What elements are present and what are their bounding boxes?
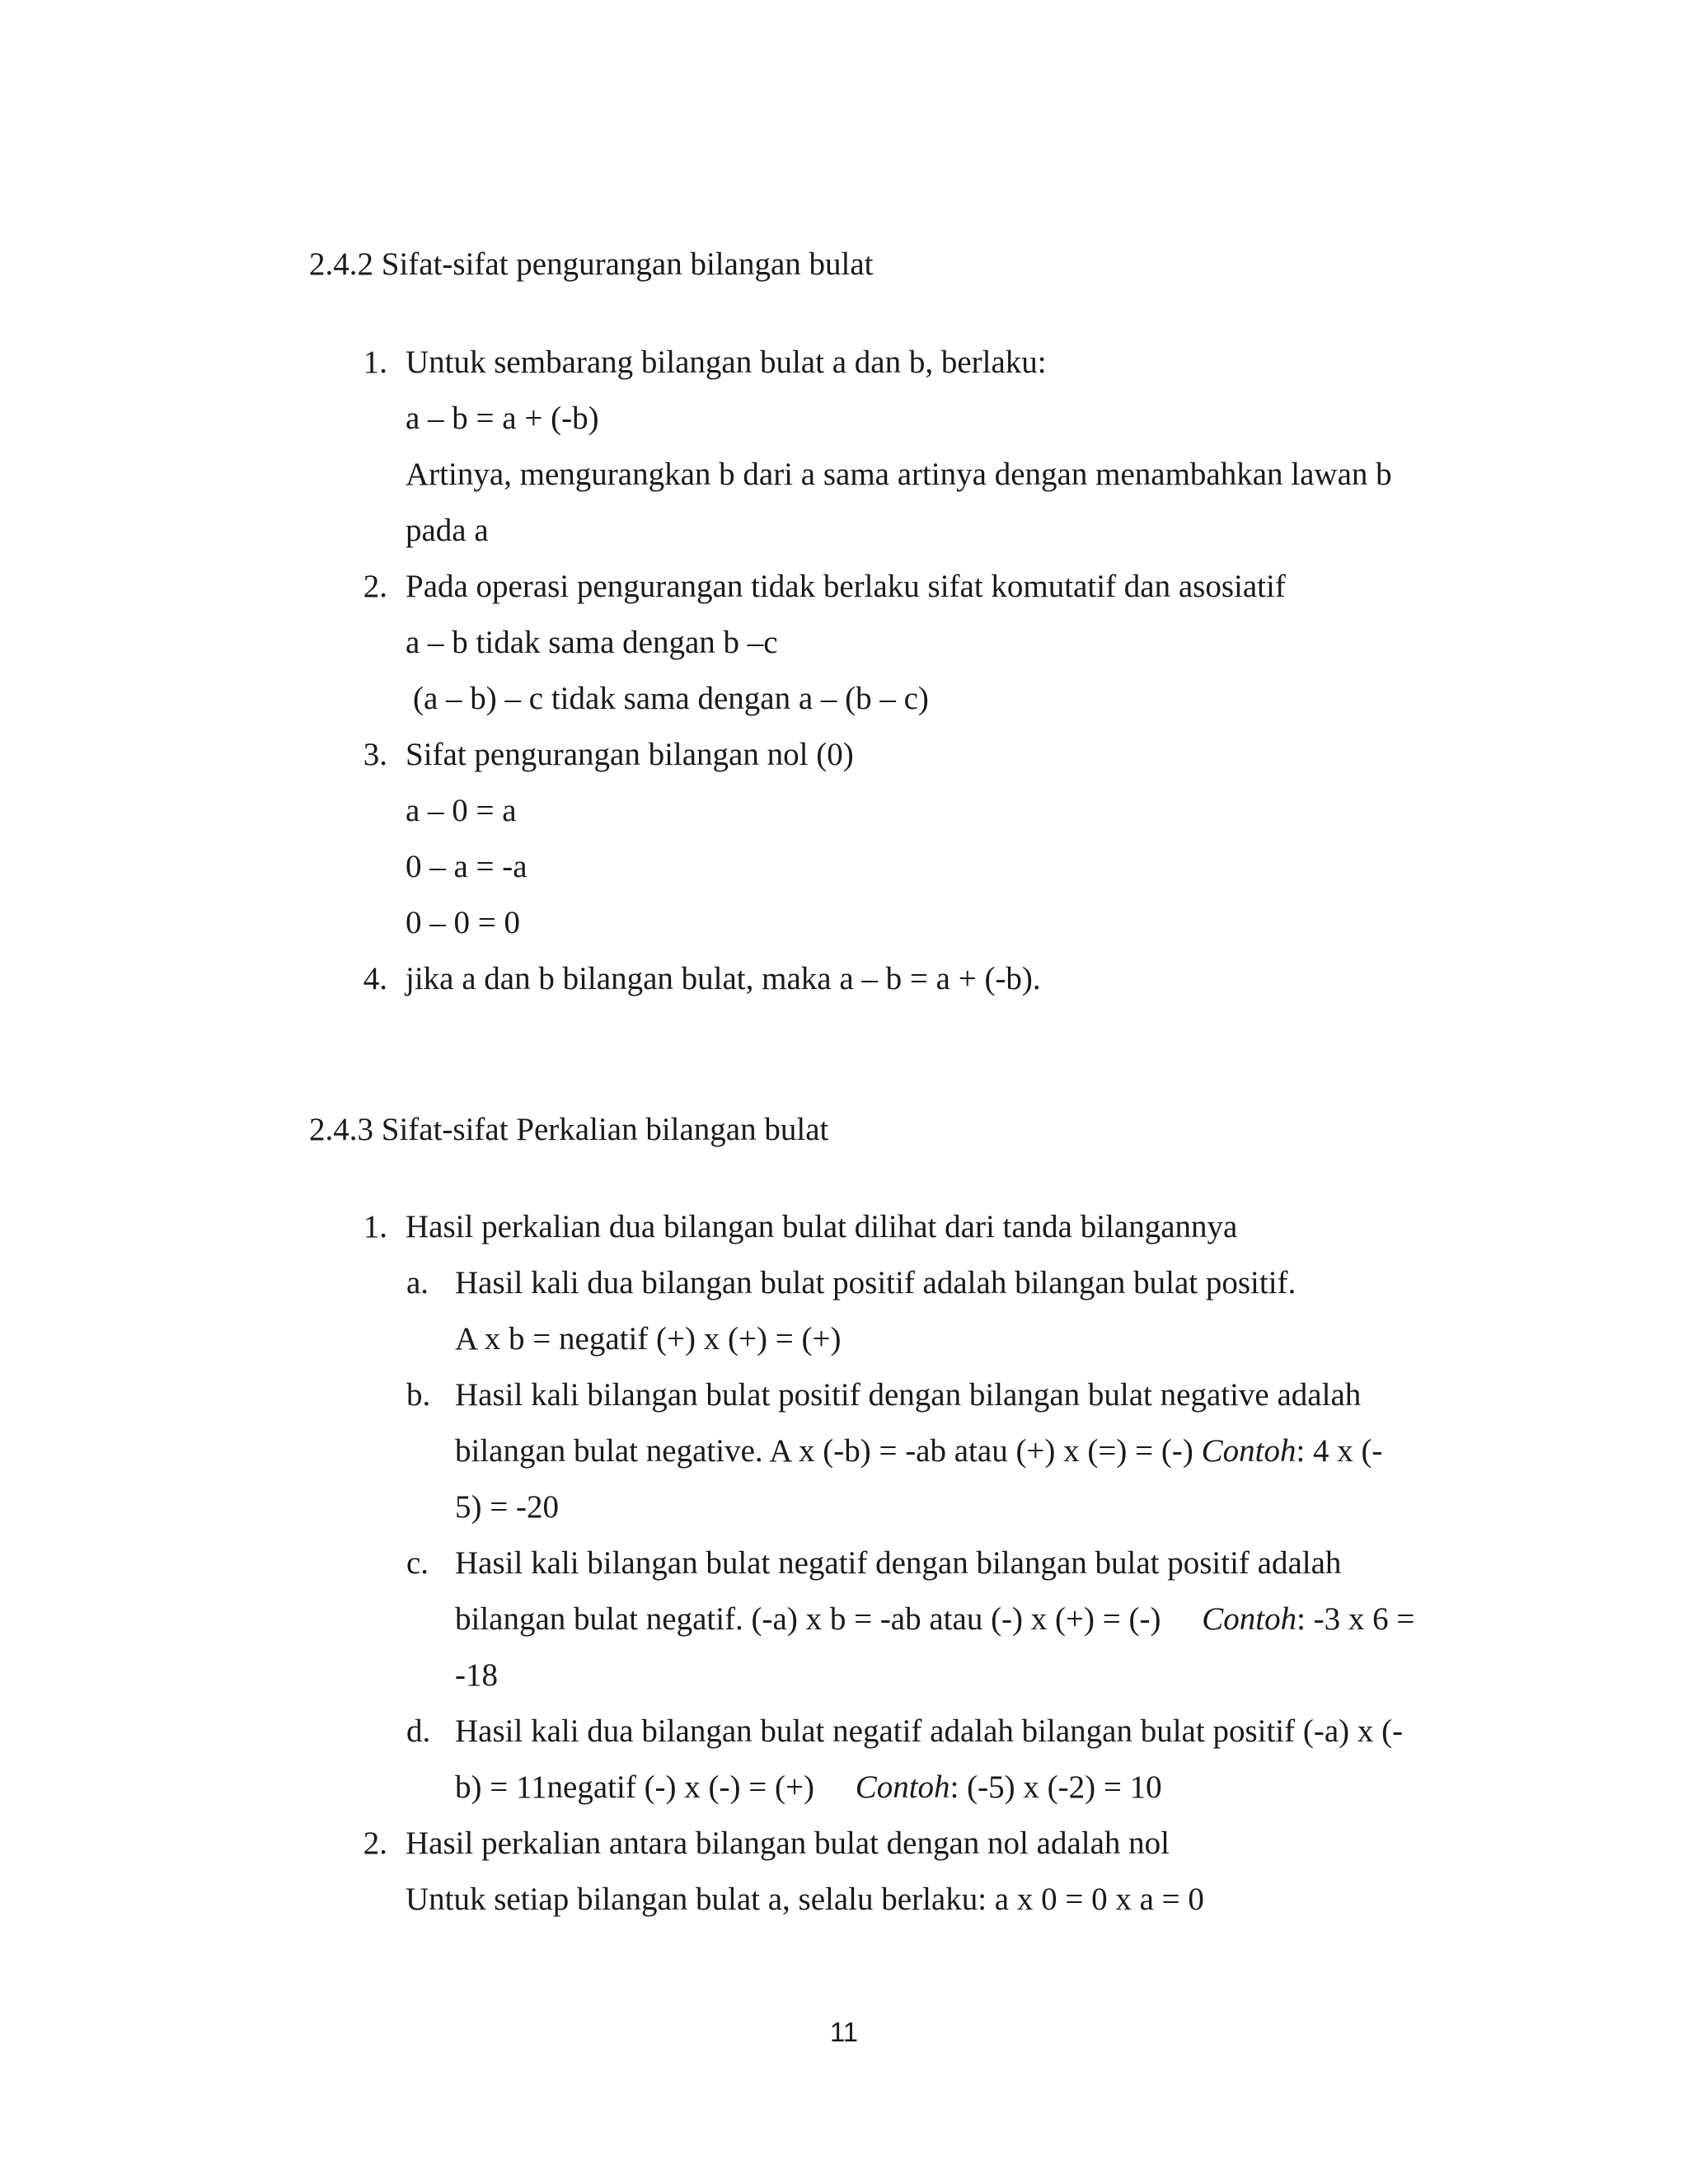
sub-letter: a.: [406, 1265, 429, 1301]
example-text: : -3 x 6 =: [1296, 1601, 1415, 1637]
formula-line: (a – b) – c tidak sama dengan a – (b – c): [413, 681, 929, 716]
sub-item-text-line: [455, 1591, 1430, 1647]
sub-item-a: [0, 1255, 1688, 1311]
sub-item-text: Hasil kali bilangan bulat positif dengan bilangan bulat negative adalah: [455, 1377, 1362, 1413]
list-item-text: jika a dan b bilangan bulat, maka a – b = a + (-b).: [406, 961, 1041, 996]
sub-letter: c.: [406, 1545, 429, 1581]
section-heading-2-4-2: 2.4.2 Sifat-sifat pengurangan bilangan bulat: [309, 246, 874, 282]
formula-line: a – b tidak sama dengan b –c: [406, 625, 778, 660]
section-heading-2-4-3: 2.4.3 Sifat-sifat Perkalian bilangan bulat: [309, 1112, 829, 1147]
list-number: 1.: [363, 344, 387, 380]
page-number: 11: [829, 2017, 859, 2047]
formula-line: a – b = a + (-b): [406, 401, 599, 436]
contoh-label: Contoh: [1202, 1601, 1297, 1637]
formula-line: 0 – a = -a: [406, 849, 528, 884]
formula-line: A x b = negatif (+) x (+) = (+): [455, 1321, 842, 1357]
example-text: : (-5) x (-2) = 10: [950, 1769, 1162, 1805]
sub-item-text-line: [455, 1760, 1162, 1816]
sub-item-text-line: [455, 1423, 1430, 1479]
list-number: 1.: [363, 1209, 387, 1244]
example-continuation: 5) = -20: [455, 1489, 559, 1525]
formula-line: a – 0 = a: [406, 793, 517, 828]
list-number: 2.: [363, 569, 387, 604]
sub-item-text: Hasil kali dua bilangan bulat positif adalah bilangan bulat positif.: [455, 1265, 1296, 1301]
sub-letter: b.: [406, 1377, 431, 1413]
list-item-text: Untuk sembarang bilangan bulat a dan b, berlaku:: [406, 344, 1047, 380]
sub-item-text: Hasil kali bilangan bulat negatif dengan bilangan bulat positif adalah: [455, 1545, 1342, 1581]
list-number: 2.: [363, 1825, 387, 1861]
list-number: 3.: [363, 737, 387, 772]
formula-text: bilangan bulat negatif. (-a) x b = -ab atau (-) x (+) = (-): [455, 1601, 1161, 1637]
list-item-text: Hasil perkalian dua bilangan bulat dilihat dari tanda bilangannya: [406, 1209, 1238, 1244]
explanation-line: Artinya, mengurangkan b dari a sama artinya dengan menambahkan lawan b: [406, 457, 1392, 492]
formula-line: 0 – 0 = 0: [406, 905, 520, 940]
example-text: : 4 x (-: [1296, 1433, 1383, 1469]
list-number: 4.: [363, 961, 387, 996]
list-item-text: Sifat pengurangan bilangan nol (0): [406, 737, 854, 772]
example-continuation: -18: [455, 1657, 498, 1693]
formula-text: b) = 11negatif (-) x (-) = (+): [455, 1769, 814, 1805]
explanation-line: pada a: [406, 513, 489, 548]
sub-letter: d.: [406, 1713, 431, 1749]
contoh-label: Contoh: [855, 1769, 950, 1805]
sub-item-text: Hasil kali dua bilangan bulat negatif adalah bilangan bulat positif (-a) x (-: [455, 1713, 1404, 1749]
formula-line: Untuk setiap bilangan bulat a, selalu berlaku: a x 0 = 0 x a = 0: [406, 1882, 1204, 1917]
contoh-label: Contoh: [1201, 1433, 1296, 1469]
formula-text: bilangan bulat negative. A x (-b) = -ab atau (+) x (=) = (-): [455, 1433, 1193, 1469]
sub-item-d: [0, 1704, 1688, 1760]
list-item-text: Pada operasi pengurangan tidak berlaku sifat komutatif dan asosiatif: [406, 569, 1286, 604]
list-item-text: Hasil perkalian antara bilangan bulat dengan nol adalah nol: [406, 1825, 1170, 1861]
